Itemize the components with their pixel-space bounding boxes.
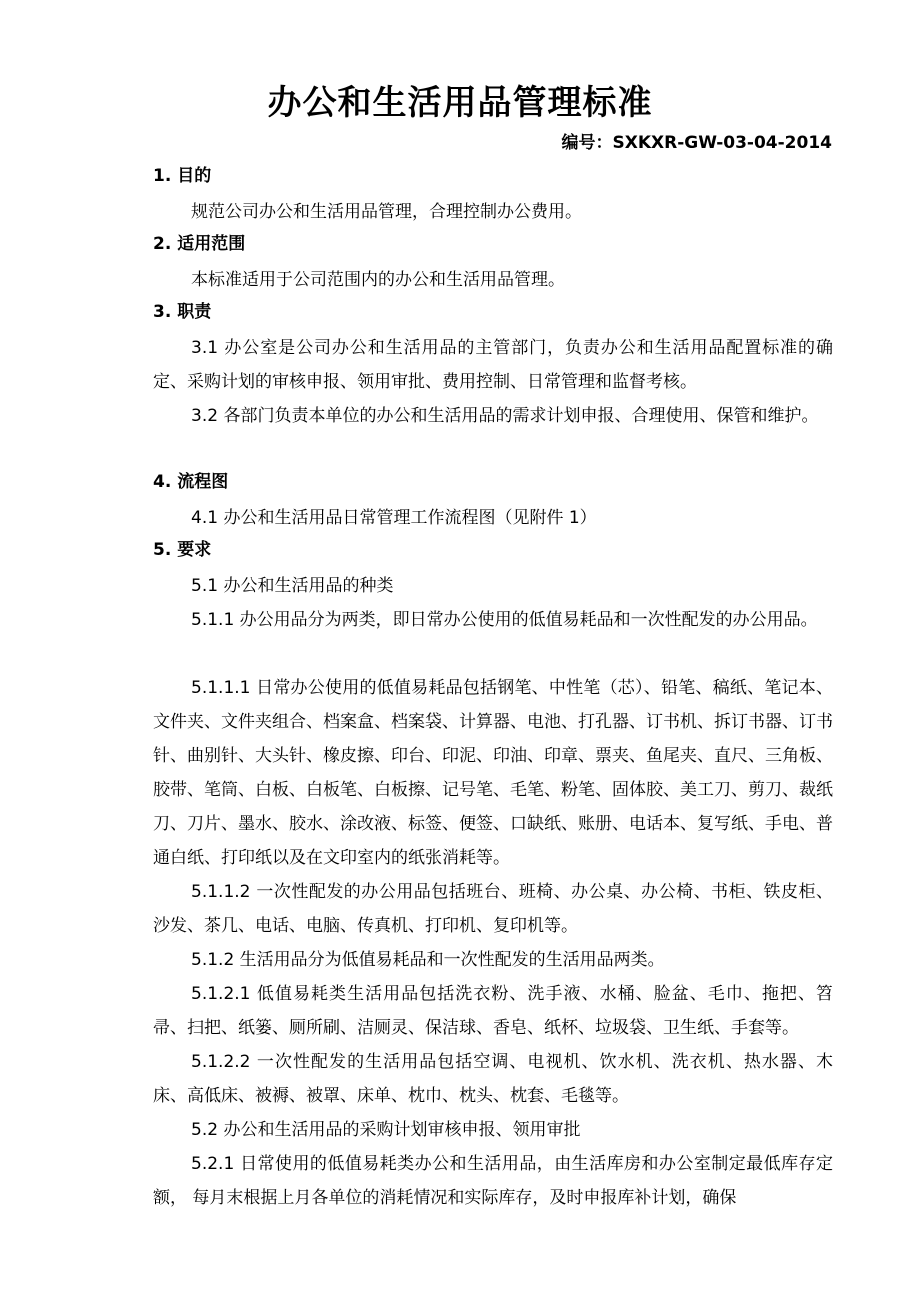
paragraph-5-2: 5.2 办公和生活用品的采购计划审核申报、领用审批 [191, 1120, 581, 1140]
paragraph-5-1: 5.1 办公和生活用品的种类 [191, 576, 394, 596]
section-heading-scope: 2. 适用范围 [153, 234, 246, 254]
section-heading-responsibilities: 3. 职责 [153, 302, 212, 322]
paragraph-scope: 本标准适用于公司范围内的办公和生活用品管理。 [191, 270, 565, 290]
paragraph-responsibility-3-1: 3.1 办公室是公司办公和生活用品的主管部门，负责办公和生活用品配置标准的确定、采购计划的审核申报、领用审批、费用控制、日常管理和监督考核。 [153, 338, 833, 392]
document-title: 办公和生活用品管理标准 [267, 83, 653, 123]
paragraph-purpose: 规范公司办公和生活用品管理，合理控制办公费用。 [191, 202, 582, 222]
document-number: 编号：SXKXR-GW-03-04-2014 [561, 133, 832, 153]
paragraph-flowchart-4-1: 4.1 办公和生活用品日常管理工作流程图（见附件 1） [191, 508, 597, 528]
paragraph-5-1-2-2: 5.1.2.2 一次性配发的生活用品包括空调、电视机、饮水机、洗衣机、热水器、木床、高低床、被褥、被罩、床单、枕巾、枕头、枕套、毛毯等。 [153, 1052, 833, 1106]
section-heading-flowchart: 4. 流程图 [153, 472, 229, 492]
paragraph-responsibility-3-2: 3.2 各部门负责本单位的办公和生活用品的需求计划申报、合理使用、保管和维护。 [191, 406, 819, 426]
paragraph-5-1-1-1: 5.1.1.1 日常办公使用的低值易耗品包括钢笔、中性笔（芯）、铅笔、稿纸、笔记本、文件夹、文件夹组合、档案盒、档案袋、计算器、电池、打孔器、订书机、拆订书器、订书针、曲别针、大头针、橡皮擦、印台、印泥、印油、印章、票夹、鱼尾夹、直尺、三角板、胶带、笔筒、白板、白板笔、白板擦、记号笔、毛笔、粉笔、固体胶、美工刀、剪刀、裁纸刀、刀片、墨水、胶水、涂改液、标签、便签、口缺纸、账册、电话本、复写纸、手电、普通白纸、打印纸以及在文印室内的纸张消耗等。 [153, 678, 833, 868]
section-heading-requirements: 5. 要求 [153, 540, 212, 560]
paragraph-5-2-1: 5.2.1 日常使用的低值易耗类办公和生活用品，由生活库房和办公室制定最低库存定额， 每月末根据上月各单位的消耗情况和实际库存，及时申报库补计划，确保 [153, 1154, 833, 1208]
paragraph-5-1-1-2: 5.1.1.2 一次性配发的办公用品包括班台、班椅、办公桌、办公椅、书柜、铁皮柜、沙发、茶几、电话、电脑、传真机、打印机、复印机等。 [153, 882, 833, 936]
paragraph-5-1-2: 5.1.2 生活用品分为低值易耗品和一次性配发的生活用品两类。 [191, 950, 665, 970]
paragraph-5-1-1: 5.1.1 办公用品分为两类，即日常办公使用的低值易耗品和一次性配发的办公用品。 [191, 610, 818, 630]
paragraph-5-1-2-1: 5.1.2.1 低值易耗类生活用品包括洗衣粉、洗手液、水桶、脸盆、毛巾、拖把、笤帚、扫把、纸篓、厕所刷、洁厕灵、保洁球、香皂、纸杯、垃圾袋、卫生纸、手套等。 [153, 984, 833, 1038]
section-heading-purpose: 1. 目的 [153, 166, 212, 186]
